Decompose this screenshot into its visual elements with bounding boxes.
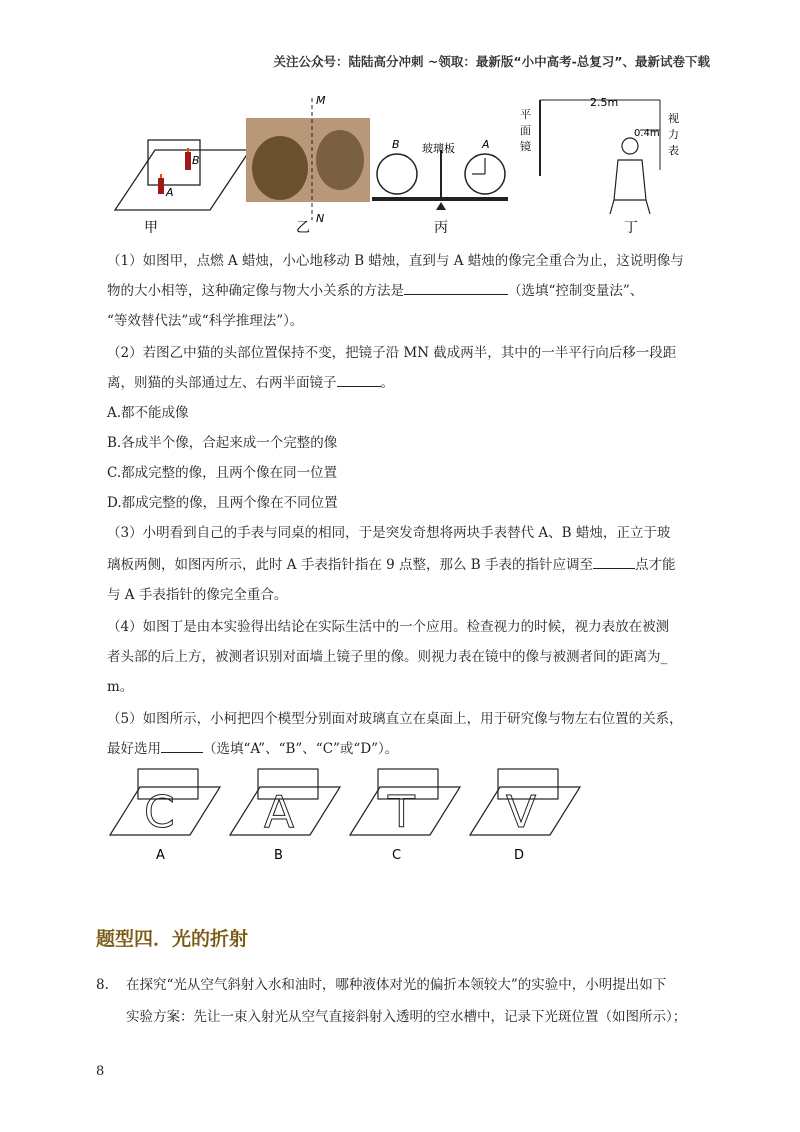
q2-option-b: B.各成半个像，合起来成一个完整的像 (107, 435, 338, 451)
yi-label: 乙 (296, 220, 310, 236)
models-figure (100, 765, 700, 870)
figure-bing (372, 138, 508, 236)
q3-line3: 与 A 手表指针的像完全重合。 (107, 587, 288, 603)
model-c-letter: T (388, 787, 415, 838)
q3-line2: 璃板两侧，如图丙所示，此时 A 手表指针指在 9 点整，那么 B 手表的指针应调至 点才能 (107, 550, 676, 580)
ding-mirror-1: 平 (520, 108, 531, 121)
q5-line2: 最好选用 （选填“A”、“B”、“C”或“D”）。 (107, 734, 398, 764)
bing-glass-label: 玻璃板 (422, 142, 455, 155)
jia-point-a: A (166, 186, 174, 199)
figure-ding (520, 96, 679, 236)
figure-yi (246, 94, 370, 236)
model-b (230, 769, 340, 863)
model-a-letter: C (144, 787, 175, 838)
q8-line1: 在探究“光从空气斜射入水和油时，哪种液体对光的偏折本领较大”的实验中，小明提出如下 (126, 977, 667, 993)
q1-blank[interactable] (404, 280, 508, 295)
jia-label: 甲 (144, 220, 158, 236)
q2-option-a: A.都不能成像 (107, 405, 189, 421)
yi-n: N (316, 212, 325, 225)
model-a-label: A (156, 848, 165, 863)
q8-line2: 实验方案：先让一束入射光从空气直接斜射入透明的空水槽中，记录下光斑位置（如图所示）； (126, 1009, 687, 1025)
q4-line1: （4）如图丁是由本实验得出结论在实际生活中的一个应用。检查视力的时候，视力表放在被测 (107, 619, 670, 635)
q5-blank[interactable] (161, 738, 203, 753)
section-title: 题型四．光的折射 (96, 928, 249, 950)
jia-point-b: B (192, 154, 200, 167)
model-a (110, 769, 220, 863)
q2-option-d: D.都成完整的像，且两个像在不同位置 (107, 495, 338, 511)
model-b-label: B (274, 848, 283, 863)
bing-b: B (392, 138, 400, 151)
ding-chart-2: 力 (668, 128, 679, 141)
ding-mirror-2: 面 (520, 124, 531, 137)
ding-chart-3: 表 (668, 144, 679, 157)
model-b-letter: A (264, 787, 295, 838)
q2-blank[interactable] (337, 372, 381, 387)
page-header: 关注公众号：陆陆高分冲刺 ~领取：最新版“小中高考-总复习”、最新试卷下载 (273, 54, 710, 69)
q1-line3: “等效替代法”或“科学推理法”）。 (107, 313, 304, 329)
q2-option-c: C.都成完整的像，且两个像在同一位置 (107, 465, 338, 481)
model-c (350, 769, 460, 863)
ding-dist2: 0.4m (634, 128, 660, 139)
figure-row (100, 90, 700, 245)
model-d (470, 769, 580, 863)
q8-number: 8. (96, 977, 109, 993)
model-d-label: D (514, 848, 525, 863)
bing-a: A (482, 138, 490, 151)
model-d-letter: V (506, 787, 537, 838)
page-number: 8 (96, 1064, 105, 1079)
q1-line1: （1）如图甲，点燃 A 蜡烛，小心地移动 B 蜡烛，直到与 A 蜡烛的像完全重合为止，这说明像与 (107, 253, 684, 269)
ding-dist1: 2.5m (590, 96, 619, 109)
q4-line3: m。 (107, 679, 134, 695)
bing-label: 丙 (434, 220, 448, 236)
ding-label: 丁 (624, 220, 638, 236)
q5-line1: （5）如图所示，小柯把四个模型分别面对玻璃直立在桌面上，用于研究像与物左右位置的关系， (107, 711, 683, 727)
q3-blank[interactable] (593, 554, 635, 569)
q2-line1: （2）若图乙中猫的头部位置保持不变，把镜子沿 MN 截成两半，其中的一半平行向后移一段距 (107, 345, 677, 361)
ding-mirror-3: 镜 (520, 140, 531, 153)
q3-line1: （3）小明看到自己的手表与同桌的相同，于是突发奇想将两块手表替代 A、B 蜡烛，正立于玻 (107, 525, 671, 541)
ding-chart-1: 视 (668, 112, 679, 125)
model-c-label: C (392, 848, 402, 863)
figure-jia (115, 140, 250, 236)
q1-line2: 物的大小相等，这种确定像与物大小关系的方法是 （选填“控制变量法”、 (107, 276, 643, 306)
q4-line2: 者头部的后上方，被测者识别对面墙上镜子里的像。则视力表在镜中的像与被测者间的距离为_ (107, 649, 668, 665)
q2-line2: 离，则猫的头部通过左、右两半面镜子 。 (107, 368, 394, 398)
yi-m: M (316, 94, 326, 107)
